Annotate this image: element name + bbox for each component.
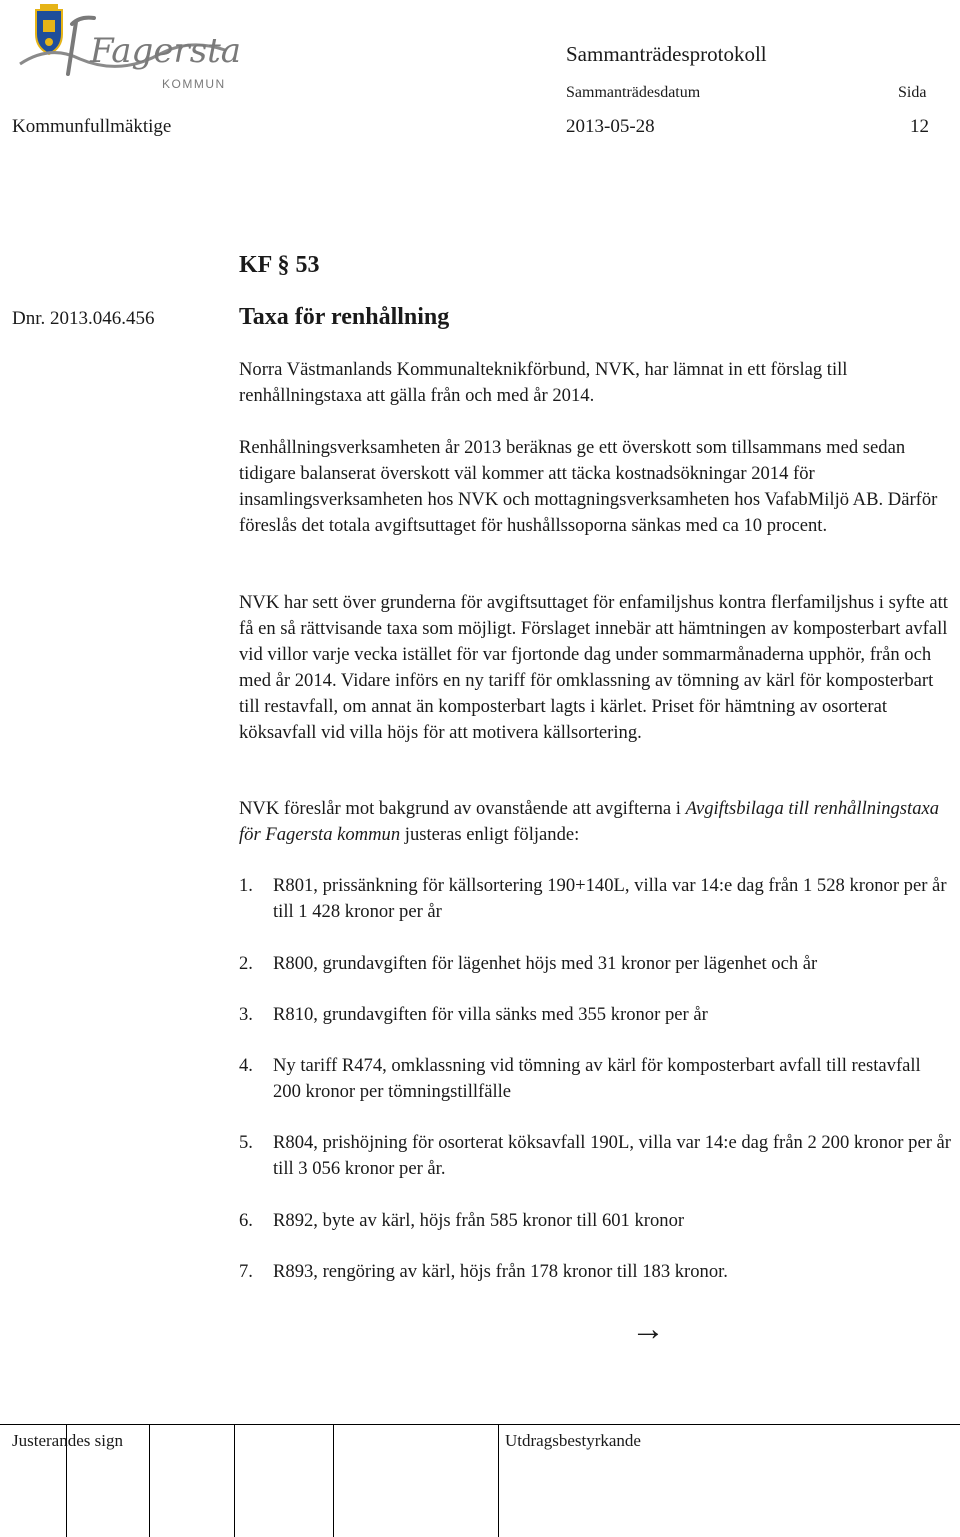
signature-cell — [149, 1425, 235, 1537]
list-item-text: R893, rengöring av kärl, höjs från 178 kronor till 183 kronor. — [273, 1261, 728, 1282]
list-item-number: 6. — [239, 1210, 253, 1231]
paragraph-text: Renhållningsverksamheten år 2013 beräknas ge ett överskott som tillsammans med sedan tidigare balanserat överskott väl kommer att täcka kostnadsökningar 2014 för insamlingsverksamheten hos NVK och mottagningsverksamheten hos VafabMiljö AB. Därför föreslås det totala avgiftsuttaget för hushållssoporna sänkas med ca 10 procent. — [239, 437, 938, 536]
logo-subtitle: KOMMUN — [162, 77, 226, 91]
list-item-number: 1. — [239, 875, 253, 896]
page-number: 12 — [910, 116, 929, 137]
meeting-date-label: Sammanträdesdatum — [566, 84, 701, 101]
list-item — [239, 1130, 951, 1182]
list-item — [239, 1208, 951, 1234]
list-item-number: 5. — [239, 1132, 253, 1153]
list-item-text: R800, grundavgiften för lägenhet höjs med 31 kronor per lägenhet och år — [273, 953, 818, 974]
list-item-number: 3. — [239, 1004, 253, 1025]
list-item-number: 7. — [239, 1261, 253, 1282]
case-number: Dnr. 2013.046.456 — [12, 308, 155, 329]
proposal-attachment-title: Avgiftsbilaga till renhållningstaxa för Fagersta kommun — [239, 798, 940, 845]
list-item — [239, 951, 951, 977]
proposal-intro: NVK föreslår mot bakgrund av ovanstående att avgifterna i — [239, 798, 686, 819]
list-item-text: Ny tariff R474, omklassning vid tömning av kärl för komposterbart avfall till restavfall 200 kronor per tömningstillfälle — [273, 1055, 921, 1102]
justering-signature-label: Justerandes sign — [12, 1431, 123, 1450]
coat-of-arms-icon — [10, 4, 240, 96]
meeting-date: 2013-05-28 — [566, 116, 655, 137]
extract-certification-label: Utdragsbestyrkande — [505, 1431, 641, 1450]
paragraph-reference: KF § 53 — [239, 252, 320, 278]
signature-cell — [333, 1425, 499, 1537]
list-item — [239, 1053, 951, 1105]
logo-wordmark: Fagersta — [90, 31, 240, 71]
signature-cell — [234, 1425, 334, 1537]
list-item-text: R804, prishöjning för osorterat köksavfall 190L, villa var 14:e dag från 2 200 kronor per år till 3 056 kronor per år. — [273, 1132, 951, 1179]
proposal-outro: justeras enligt följande: — [400, 824, 580, 845]
list-item-number: 4. — [239, 1055, 253, 1076]
list-item-text: R801, prissänkning för källsortering 190+140L, villa var 14:e dag från 1 528 kronor per år till 1 428 kronor per år — [273, 875, 947, 922]
list-item — [239, 1002, 951, 1028]
fagersta-kommun-logo — [10, 4, 240, 96]
continue-arrow-icon: → — [631, 1311, 665, 1348]
document-type: Sammanträdesprotokoll — [566, 42, 767, 66]
list-item — [239, 1259, 951, 1285]
list-item — [239, 873, 951, 925]
list-item-number: 2. — [239, 953, 253, 974]
list-item-text: R892, byte av kärl, höjs från 585 kronor till 601 kronor — [273, 1210, 685, 1231]
tariff-changes-list — [239, 0, 951, 1300]
paragraph-text: Norra Västmanlands Kommunalteknikförbund, NVK, har lämnat in ett förslag till renhållningstaxa att gälla från och med år 2014. — [239, 359, 848, 406]
section-title: Taxa för renhållning — [239, 304, 450, 330]
page-label: Sida — [898, 84, 927, 101]
assembly-name: Kommunfullmäktige — [12, 116, 172, 137]
paragraph-text: NVK har sett över grunderna för avgiftsuttaget för enfamiljshus kontra flerfamiljshus i syfte att få en så rättvisande taxa som möjligt. Förslaget innebär att hämtningen av komposterbart avfall vid villor varje vecka istället för var fjortonde dag under sommarmånaderna upphör, från och med år 2014. Vidare införs en ny tariff för omklassning av tömning av kärl för komposterbart till restavfall, om annat än komposterbart lagts i kärlet. Priset för hämtning av osorterat köksavfall vid villa höjs för att motivera källsortering. — [239, 592, 948, 743]
signature-footer — [0, 1424, 960, 1537]
list-item-text: R810, grundavgiften för villa sänks med 355 kronor per år — [273, 1004, 708, 1025]
